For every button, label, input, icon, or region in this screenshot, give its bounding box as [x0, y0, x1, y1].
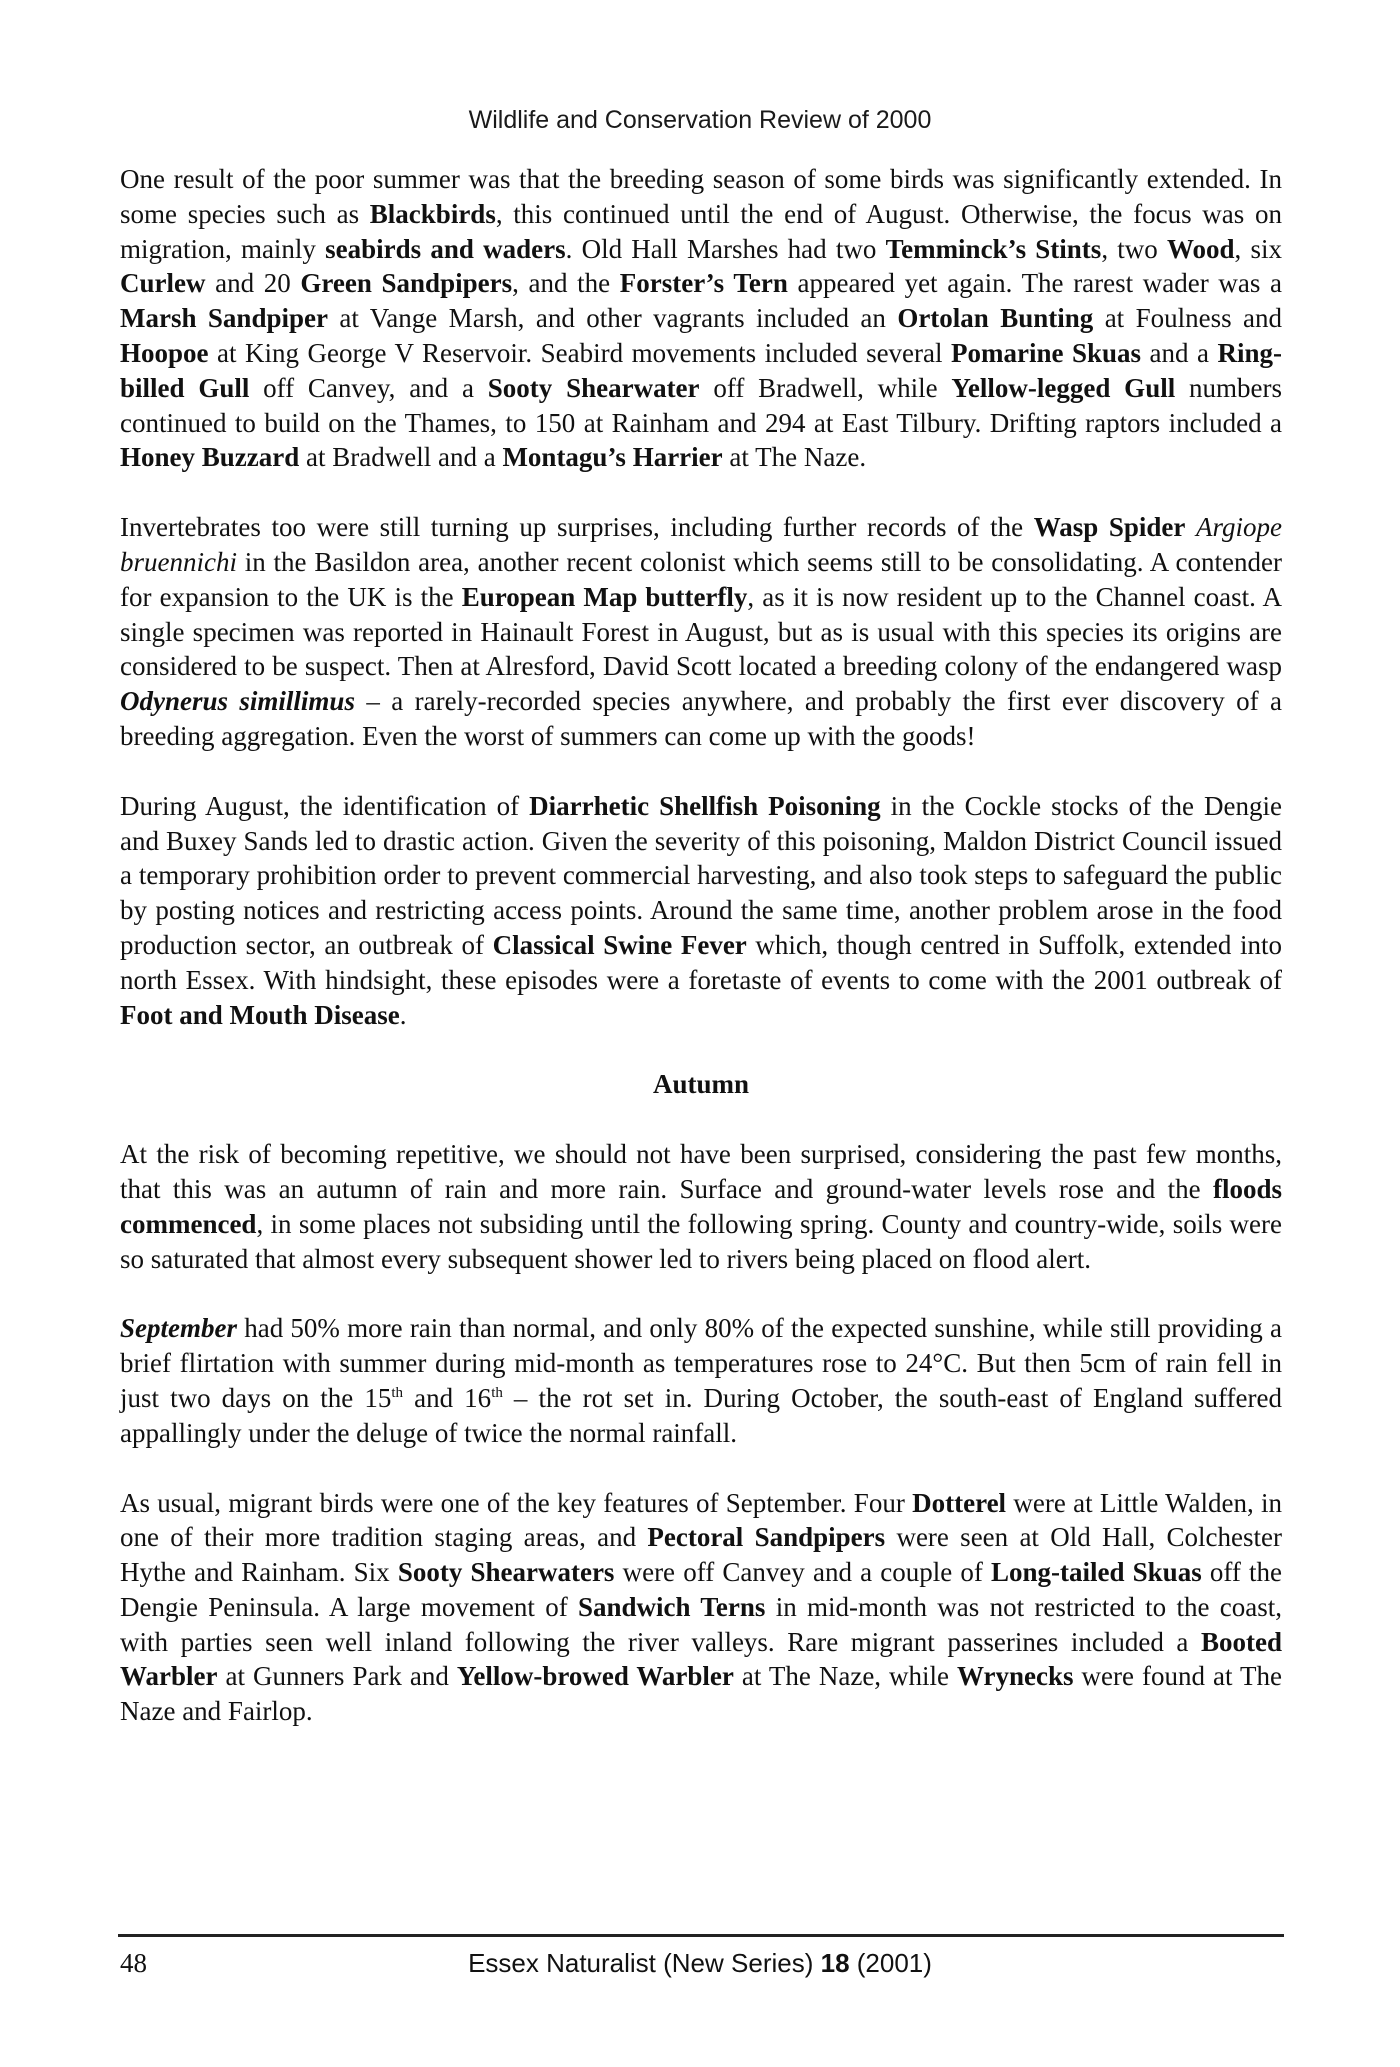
- text-run: One result of the poor summer was that the breeding season of some birds was significantly extended. In some species such as: [120, 164, 1282, 229]
- text-run: , six: [1234, 233, 1282, 264]
- text-run: numbers continued to build on the Thames, to 150 at Rainham and 294 at East Tilbury. Drifting raptors included a: [120, 372, 1282, 438]
- text-run: , two: [1101, 233, 1167, 264]
- species-name: Dotterel: [912, 1487, 1007, 1518]
- species-name: Booted Warbler: [120, 1626, 1282, 1692]
- running-header: Wildlife and Conservation Review of 2000: [468, 106, 932, 134]
- text-run: had 50% more rain than normal, and only 80% of the expected sunshine, while still providing a brief flirtation with summer during mid-month as temperatures rose to 24°C. But then 5cm of rain fell in just two days on the 15: [120, 1313, 1282, 1413]
- paragraph-invertebrates: [120, 510, 1282, 754]
- text-run: and 16: [403, 1382, 492, 1413]
- species-name: Curlew: [120, 268, 206, 299]
- text-run: which, though centred in Suffolk, extended into north Essex. With hindsight, these episodes were a foretaste of events to come with the 2001 outbreak of: [120, 929, 1282, 995]
- text-run: were seen at Old Hall, Colchester Hythe and Rainham. Six: [120, 1522, 1282, 1588]
- highlight-term: Diarrhetic Shellfish Poisoning: [529, 790, 881, 821]
- text-run: in mid-month was not restricted to the coast, with parties seen well inland following the river valleys. Rare migrant passerines included a: [120, 1591, 1282, 1657]
- paragraph-september-weather: [120, 1311, 1282, 1450]
- species-name: Green Sandpipers: [300, 268, 513, 299]
- species-name: Sooty Shearwaters: [397, 1557, 615, 1588]
- paragraph-autumn-rain: [120, 1137, 1282, 1276]
- species-name: Marsh Sandpiper: [120, 303, 328, 334]
- species-name: Yellow-legged Gull: [951, 372, 1176, 403]
- species-name: Long-tailed Skuas: [990, 1557, 1202, 1588]
- species-name: European Map butterfly: [461, 581, 748, 612]
- text-run: in the Basildon area, another recent colonist which seems still to be consolidating. A contender for expansion to the UK is the: [120, 546, 1282, 612]
- text-run: at Bradwell and a: [299, 442, 503, 473]
- species-name: Sooty Shearwater: [487, 372, 700, 403]
- species-name: Wasp Spider: [1033, 512, 1186, 543]
- text-run: appeared yet again. The rarest wader was a: [787, 268, 1283, 299]
- paragraph-shellfish-poisoning: [120, 789, 1282, 1033]
- text-run: – the rot set in. During October, the south-east of England suffered appallingly under the deluge of twice the normal rainfall.: [120, 1382, 1283, 1448]
- species-name: Pectoral Sandpipers: [647, 1522, 886, 1553]
- species-name: Ring-billed Gull: [120, 337, 1283, 403]
- highlight-term: floods commenced: [120, 1173, 1282, 1239]
- text-run: Invertebrates too were still turning up surprises, including further records of the: [120, 512, 1034, 543]
- journal-volume: 18: [820, 1948, 850, 1978]
- text-run: were found at The Naze and Fairlop.: [120, 1661, 1282, 1727]
- section-heading-autumn: Autumn: [652, 1069, 750, 1100]
- journal-title: Essex Naturalist (New Series): [468, 1948, 821, 1978]
- paragraph-september-migrants: [120, 1486, 1282, 1730]
- text-run: .: [399, 999, 407, 1030]
- highlight-term: Foot and Mouth Disease: [120, 999, 400, 1030]
- highlight-term: Classical Swine Fever: [492, 929, 747, 960]
- species-name: Honey Buzzard: [120, 442, 300, 473]
- text-run: As usual, migrant birds were one of the key features of September. Four: [120, 1487, 913, 1518]
- species-name: Pomarine Skuas: [951, 337, 1142, 368]
- text-run: , and the: [512, 268, 620, 299]
- species-name: Ortolan Bunting: [897, 303, 1094, 334]
- species-name: Temminck’s Stints: [885, 233, 1102, 264]
- text-run: off Canvey, and a: [249, 372, 488, 403]
- species-name: Hoopoe: [120, 337, 209, 368]
- text-run: , as it is now resident up to the Channel coast. A single specimen was reported in Hainault Forest in August, but as is usual with this species its origins are considered to be suspect. Then at Alresford, David Scott located a breeding colony of the endangered wasp: [120, 581, 1283, 682]
- text-run: At the risk of becoming repetitive, we should not have been surprised, considering the past few months, that this was an autumn of rain and more rain. Surface and ground-water levels rose and the: [120, 1139, 1282, 1204]
- ordinal-suffix: th: [391, 1384, 404, 1401]
- article-body: [120, 162, 1282, 1729]
- text-run: and a: [1141, 337, 1218, 368]
- text-run: at Gunners Park and: [217, 1661, 457, 1692]
- text-run: , in some places not subsiding until the following spring. County and country-wide, soils were so saturated that almost every subsequent shower led to rivers being placed on flood alert.: [120, 1208, 1282, 1274]
- month-name: September: [120, 1313, 237, 1344]
- species-name: Sandwich Terns: [578, 1591, 766, 1622]
- text-run: During August, the identification of: [120, 790, 530, 821]
- text-run: at King George V Reservoir. Seabird movements included several: [208, 337, 952, 368]
- text-run: and 20: [205, 268, 301, 299]
- text-run: . Old Hall Marshes had two: [565, 233, 886, 264]
- journal-year: (2001): [849, 1948, 932, 1978]
- text-run: in the Cockle stocks of the Dengie and Buxey Sands led to drastic action. Given the severity of this poisoning, Maldon District Council issued a temporary prohibition order to prevent commercial harvesting, and also took steps to safeguard the public by posting notices and restricting access points. Around the same time, another problem arose in the food production sector, an outbreak of: [120, 790, 1283, 960]
- text-run: at The Naze, while: [733, 1661, 958, 1692]
- text-run: at Foulness and: [1093, 303, 1283, 334]
- journal-citation: [120, 1948, 1280, 1979]
- scientific-name: Odynerus simillimus: [120, 686, 355, 717]
- species-name: Blackbirds: [369, 198, 496, 229]
- species-name: seabirds and waders: [325, 233, 566, 264]
- ordinal-suffix: th: [491, 1384, 503, 1401]
- species-name: Montagu’s Harrier: [502, 442, 723, 473]
- text-run: were at Little Walden, in one of their more tradition staging areas, and: [120, 1487, 1283, 1553]
- species-name: Wood: [1166, 233, 1235, 264]
- text-run: at Vange Marsh, and other vagrants included an: [327, 303, 898, 334]
- footer-divider: [118, 1934, 1284, 1937]
- species-name: Wrynecks: [957, 1661, 1074, 1692]
- text-run: off Bradwell, while: [699, 372, 952, 403]
- text-run: – a rarely-recorded species anywhere, and probably the first ever discovery of a breeding aggregation. Even the worst of summers can come up with the goods!: [120, 686, 1282, 751]
- page-number: 48: [120, 1948, 147, 1978]
- paragraph-summer-birds: [120, 162, 1282, 475]
- text-run: at The Naze.: [722, 442, 867, 473]
- species-name: Yellow-browed Warbler: [456, 1661, 734, 1692]
- scientific-name: Argiope bruennichi: [120, 512, 1282, 577]
- text-run: were off Canvey and a couple of: [614, 1557, 991, 1588]
- text-run: , this continued until the end of August. Otherwise, the focus was on migration, mainly: [120, 198, 1283, 264]
- species-name: Forster’s Tern: [619, 268, 788, 299]
- text-run: off the Dengie Peninsula. A large movement of: [120, 1557, 1282, 1622]
